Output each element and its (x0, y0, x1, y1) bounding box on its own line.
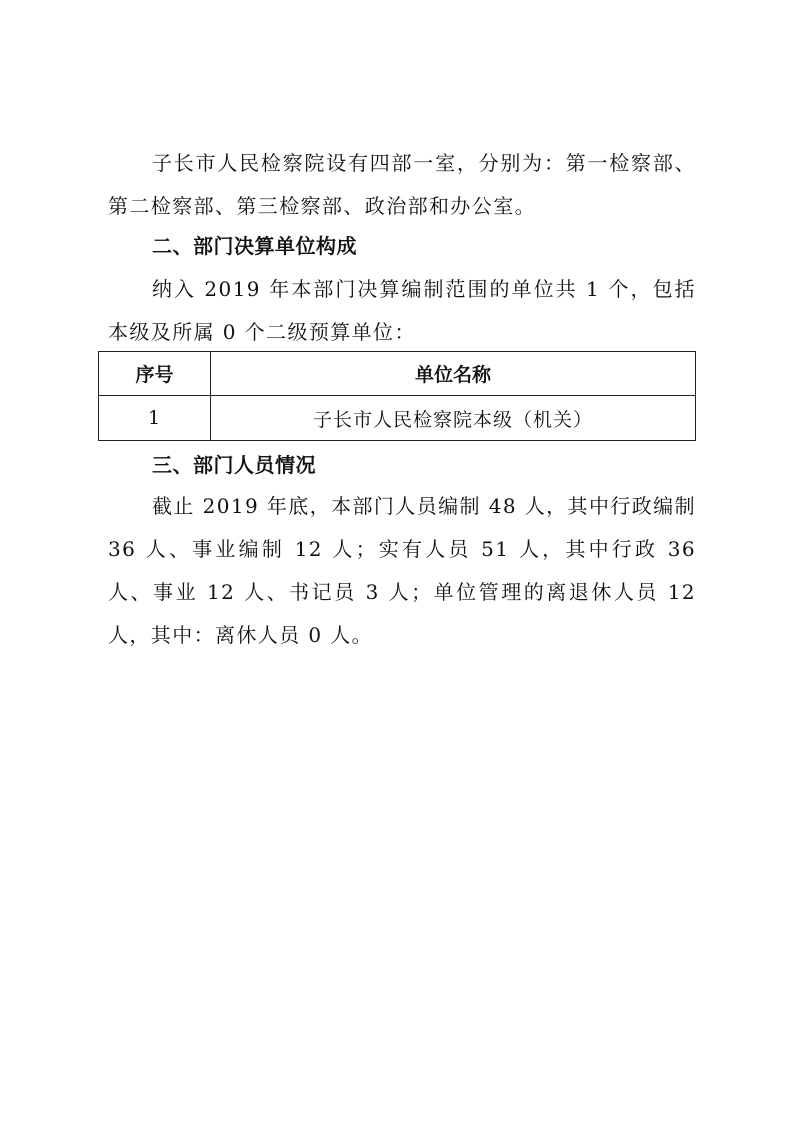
section2-paragraph: 纳入 2019 年本部门决算编制范围的单位共 1 个，包括本级及所属 0 个二级预算单位： (108, 277, 696, 344)
intro-paragraph: 子长市人民检察院设有四部一室，分别为：第一检察部、第二检察部、第三检察部、政治部和办公室。 (108, 151, 696, 218)
cell-seq: 1 (99, 396, 211, 441)
section3-paragraph: 截止 2019 年底，本部门人员编制 48 人，其中行政编制 36 人、事业编制 12 人；实有人员 51 人，其中行政 36 人、事业 12 人、书记员 3 人；单位管理的离退休人员 12 人，其中：离休人员 0 人。 (108, 494, 696, 647)
unit-table (98, 351, 696, 441)
table-row (99, 396, 696, 441)
section2-heading: 二、部门决算单位构成 (152, 234, 357, 258)
header-unit-name: 单位名称 (211, 352, 696, 396)
header-seq: 序号 (99, 352, 211, 396)
section3-heading: 三、部门人员情况 (152, 453, 316, 477)
table-header-row (99, 352, 696, 396)
cell-unit-name: 子长市人民检察院本级（机关） (211, 396, 696, 441)
